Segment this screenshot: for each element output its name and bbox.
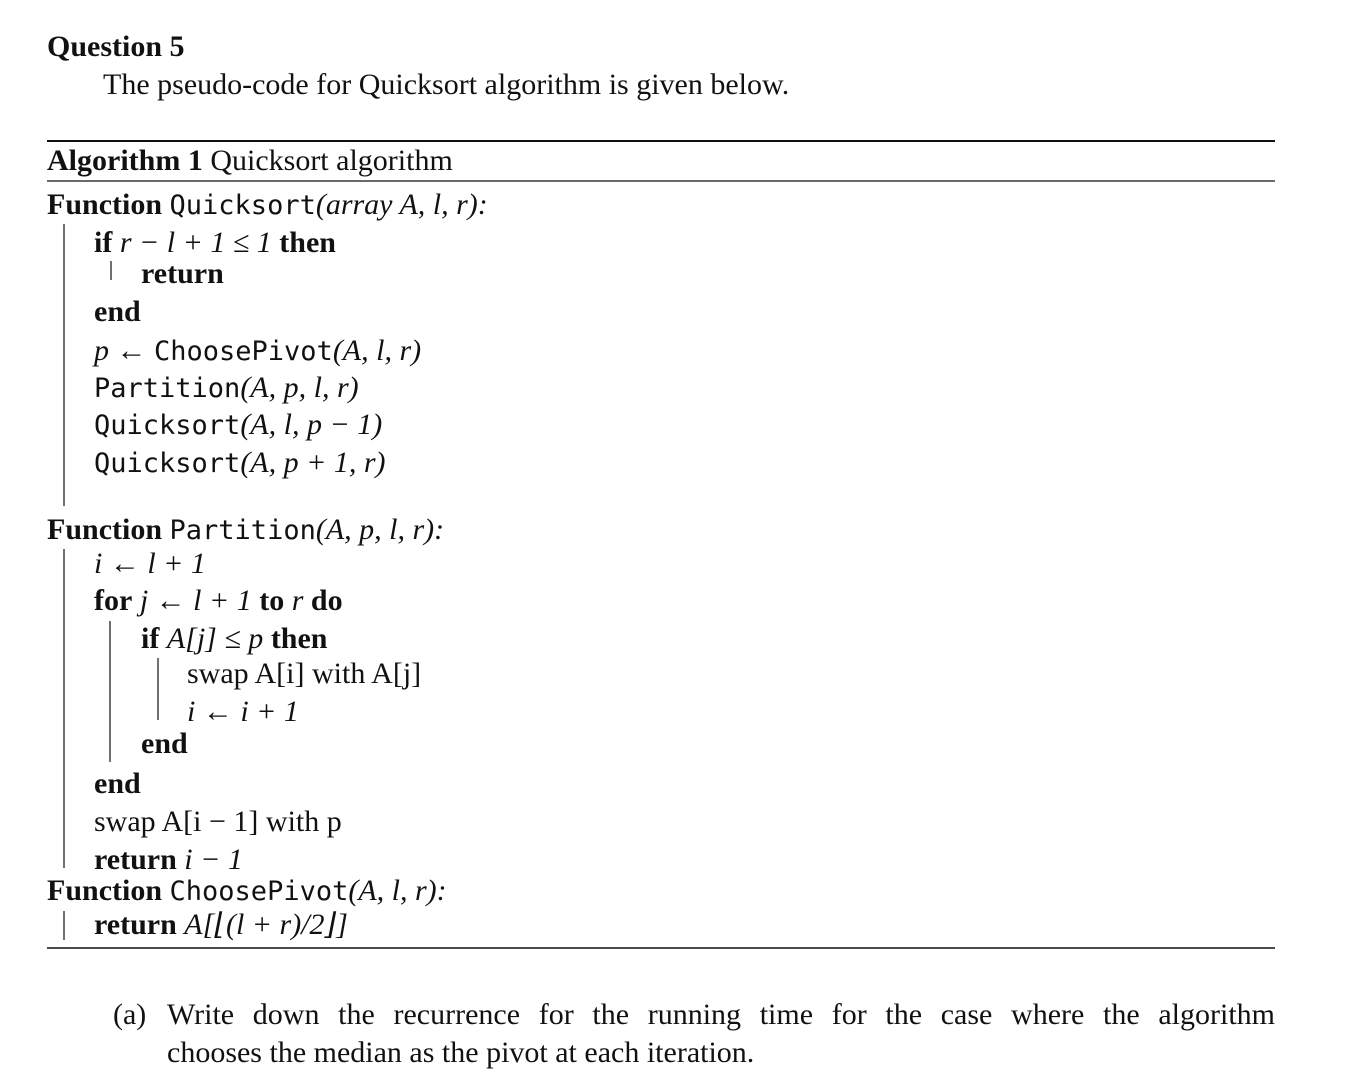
- kw-for: for: [94, 584, 133, 617]
- if-condition: A[j] ≤ p: [166, 622, 264, 655]
- kw-do: do: [310, 584, 343, 617]
- question-title: Question 5: [47, 30, 185, 63]
- function-params: (A, p, l, r):: [315, 513, 445, 546]
- function-params: (A, l, r):: [348, 874, 447, 907]
- kw-to: to: [259, 584, 285, 617]
- recurse-left-args: (A, l, p − 1): [240, 408, 383, 441]
- return-value: A[⌊(l + r)/2⌋]: [184, 908, 348, 941]
- algorithm-caption: [47, 146, 453, 176]
- loop-end: r: [291, 584, 304, 617]
- function-name: ChoosePivot: [169, 876, 349, 907]
- function-params: (array A, l, r):: [315, 188, 488, 221]
- inner-if-line: [141, 624, 328, 654]
- choosepivot-args: (A, l, r): [332, 334, 422, 367]
- algorithm-label: Algorithm 1: [47, 144, 203, 177]
- return-value: i − 1: [184, 843, 243, 876]
- partition-header: [47, 515, 444, 545]
- kw-function: Function: [47, 188, 163, 221]
- quicksort-if-line: [94, 228, 336, 258]
- kw-then: then: [279, 226, 336, 259]
- kw-function: Function: [47, 874, 163, 907]
- partition-args: (A, p, l, r): [240, 371, 359, 404]
- partition-call-line: [94, 373, 359, 403]
- quicksort-end-if: end: [94, 295, 141, 328]
- part-a-line1: Write down the recurrence for the running time for the case where the algorithm: [167, 998, 1275, 1031]
- loop-range: j ← l + 1: [139, 584, 252, 617]
- part-a-line2: chooses the median as the pivot at each iteration.: [167, 1036, 755, 1069]
- kw-function: Function: [47, 513, 163, 546]
- recurse-left-call: Quicksort: [94, 410, 241, 441]
- function-name: Partition: [169, 515, 316, 546]
- partition-return-line: [94, 845, 243, 875]
- partition-call: Partition: [94, 373, 241, 404]
- recurse-right-line: [94, 448, 386, 478]
- choosepivot-call: ChoosePivot: [154, 336, 333, 367]
- end-for: end: [94, 767, 141, 800]
- inner-end-if: end: [141, 727, 188, 760]
- recurse-right-args: (A, p + 1, r): [240, 446, 386, 479]
- for-line: [94, 586, 343, 616]
- partition-init: i ← l + 1: [94, 547, 206, 580]
- kw-return: return: [94, 843, 177, 876]
- kw-if: if: [94, 226, 113, 259]
- algorithm-caption-text: Quicksort algorithm: [210, 144, 453, 177]
- recurse-left-line: [94, 410, 382, 440]
- question-intro: The pseudo-code for Quicksort algorithm is given below.: [103, 68, 790, 101]
- kw-return: return: [94, 908, 177, 941]
- quicksort-return: return: [141, 257, 224, 290]
- choosepivot-header: [47, 876, 447, 906]
- function-name: Quicksort: [169, 190, 316, 221]
- pivot-assign-line: [94, 336, 421, 366]
- kw-if: if: [141, 622, 160, 655]
- final-swap-line: swap A[i − 1] with p: [94, 805, 342, 838]
- part-a-label: (a): [113, 998, 147, 1031]
- swap-line: swap A[i] with A[j]: [187, 657, 422, 690]
- pivot-lhs: p ←: [94, 334, 147, 367]
- kw-then: then: [270, 622, 328, 655]
- quicksort-header: [47, 190, 488, 220]
- if-condition: r − l + 1 ≤ 1: [119, 226, 272, 259]
- choosepivot-return-line: [94, 910, 348, 940]
- recurse-right-call: Quicksort: [94, 448, 241, 479]
- increment-line: i ← i + 1: [187, 695, 299, 728]
